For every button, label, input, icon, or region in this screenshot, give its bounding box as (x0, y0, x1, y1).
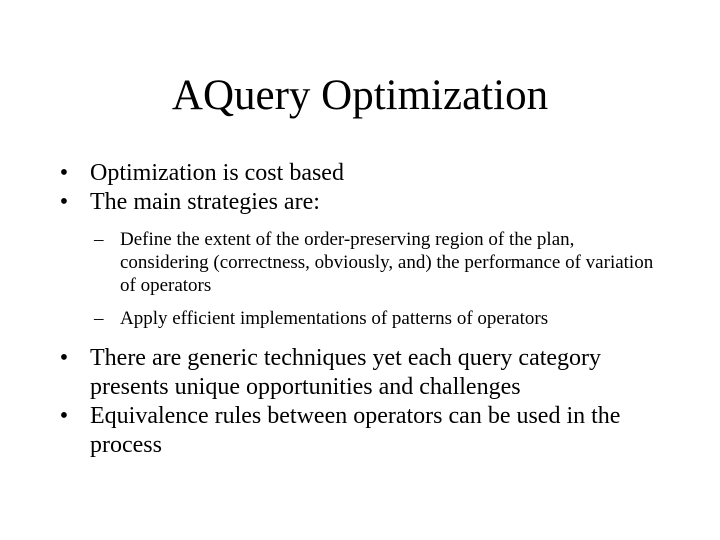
slide-body (54, 159, 654, 460)
dash-icon: – (94, 229, 104, 250)
bullet-item (54, 188, 654, 217)
bullet-icon: • (59, 345, 69, 371)
bullet-icon: • (59, 189, 69, 215)
bullet-text: Optimization is cost based (90, 160, 344, 186)
sub-bullet-text: Define the extent of the order-preserving region of the plan, considering (correctness, obviously, and) the performance of variation of operators (120, 229, 654, 296)
sub-bullet-text: Apply efficient implementations of patterns of operators (120, 308, 549, 329)
bullet-text: The main strategies are: (90, 189, 320, 215)
sub-bullet-item (54, 307, 654, 330)
bullet-text: There are generic techniques yet each query category presents unique opportunities and challenges (90, 345, 602, 400)
sub-bullet-list (54, 228, 654, 330)
bullet-icon: • (59, 403, 69, 429)
bullet-text: Equivalence rules between operators can be used in the process (90, 403, 621, 458)
sub-bullet-item (54, 228, 654, 297)
bullet-item (54, 402, 654, 460)
bullet-item (54, 159, 654, 188)
bullet-icon: • (59, 160, 69, 186)
bullet-item (54, 344, 654, 402)
dash-icon: – (94, 308, 104, 329)
slide-title: AQuery Optimization (171, 72, 549, 119)
